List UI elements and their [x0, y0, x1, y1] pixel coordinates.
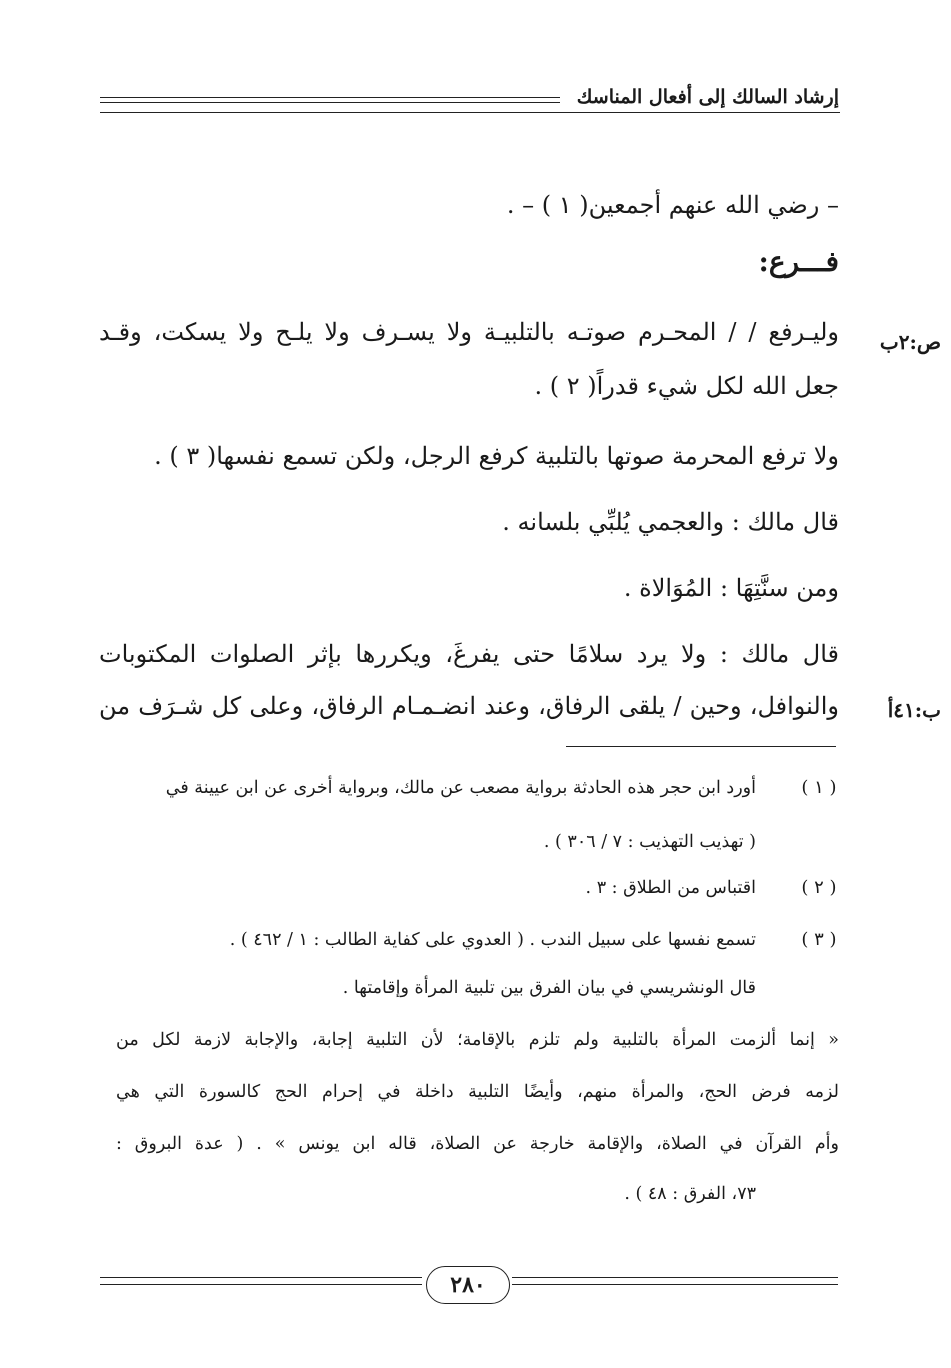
- branch-heading: فـــرع:: [758, 245, 839, 278]
- body-line-4: قال مالك : والعجمي يُلبِّي بلسانه .: [502, 508, 839, 536]
- footnote-1-line-2: ( تهذيب التهذيب : ٧ / ٣٠٦ ) .: [543, 832, 756, 852]
- footnote-3-line-2: قال الونشريسي في بيان الفرق بين تلبية المرأة وإقامتها .: [342, 978, 756, 998]
- footnote-3-line-1: تسمع نفسها على سبيل الندب . ( العدوي على كفاية الطالب : ١ / ٤٦٢ ) .: [229, 930, 756, 950]
- body-line-7: والنوافل، وحين / يلقى الرفاق، وعند انضـمـام الرفاق، وعلى كل شـرَف من: [99, 692, 839, 720]
- footnote-3-line-4: لزمه فرض الحج، والمرأة منهم، وأيضًا التلبية داخلة في إحرام الحج كالسورة التي هي: [116, 1082, 839, 1102]
- intro-line: – رضي الله عنهم أجمعين( ١ ) – .: [506, 191, 839, 219]
- body-line-2: جعل الله لكل شيء قدراً( ٢ ) .: [534, 372, 839, 400]
- header-rule-top: [100, 97, 560, 98]
- footer-rule-right-bottom: [512, 1284, 838, 1285]
- header-rule-full: [100, 112, 840, 113]
- footer-rule-left-top: [100, 1277, 422, 1278]
- header-rule-bottom: [100, 102, 560, 103]
- running-header-title: إرشاد السالك إلى أفعال المناسك: [576, 86, 839, 108]
- footnote-separator: [566, 746, 836, 747]
- footnote-3-line-3: « إنما ألزمت المرأة بالتلبية ولم تلزم بالإقامة؛ لأن التلبية إجابة، والإجابة لازمة لكل من: [116, 1030, 839, 1050]
- footer-rule-left-bottom: [100, 1284, 422, 1285]
- footnote-number-3: ( ٣ ): [801, 929, 837, 950]
- footnote-2-text: اقتباس من الطلاق : ٣ .: [585, 878, 756, 898]
- footnote-number-1: ( ١ ): [801, 777, 837, 798]
- footer-rule-right-top: [512, 1277, 838, 1278]
- body-line-5: ومن سنَّتِهَا : المُوَالاة .: [623, 574, 839, 602]
- page-number: ٢٨٠: [426, 1266, 510, 1304]
- body-line-6: قال مالك : ولا يرد سلامًا حتى يفرغَ، ويكررها بإثر الصلوات المكتوبات: [99, 640, 839, 668]
- footnote-3-line-6: ٧٣، الفرق : ٤٨ ) .: [624, 1184, 756, 1204]
- margin-note-folio-2: ب:٤١أ: [887, 698, 941, 722]
- margin-note-folio-1: ص:٢ب: [879, 330, 941, 354]
- footnote-1-line-1: أورد ابن حجر هذه الحادثة برواية مصعب عن مالك، وبرواية أخرى عن ابن عيينة في: [165, 778, 756, 798]
- body-line-1: وليـرفع / / المحـرم صوتـه بالتلبيـة ولا يسـرف ولا يلـح ولا يسكت، وقـد: [99, 318, 839, 346]
- footnote-number-2: ( ٢ ): [801, 877, 837, 898]
- footnote-3-line-5: وأم القرآن في الصلاة، والإقامة خارجة عن الصلاة، قاله ابن يونس » . ( عدة البروق :: [116, 1134, 839, 1154]
- body-line-3: ولا ترفع المحرمة صوتها بالتلبية كرفع الرجل، ولكن تسمع نفسها( ٣ ) .: [154, 442, 839, 470]
